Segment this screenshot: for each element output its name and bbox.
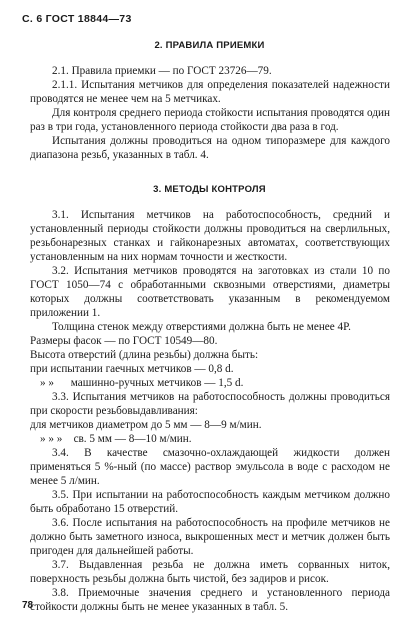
para-2-1: 2.1. Правила приемки — по ГОСТ 23726—79. xyxy=(52,65,272,77)
para-2-1-1: 2.1.1. Испытания метчиков для определения показателей надежности проводятся не менее чем на 5 метчиках. xyxy=(30,79,390,105)
para-3-5: 3.5. При испытании на работоспособность каждым метчиком должно быть обработано 15 отверстий. xyxy=(30,489,390,515)
section-2-title: 2. ПРАВИЛА ПРИЕМКИ xyxy=(154,40,265,51)
ditto-marks: » » » xyxy=(40,433,63,445)
para-3-3-small: для метчиков диаметром до 5 мм — 8—9 м/мин. xyxy=(30,419,262,431)
para-3-4: 3.4. В качестве смазочно-охлаждающей жидкости должен применяться 5 %-ный (по массе) раствор эмульсола в воде с расходом не менее 5 л/мин. xyxy=(30,447,390,487)
para-2-testing: Испытания должны проводиться на одном типоразмере для каждого диапазона резьб, указанных в табл. 4. xyxy=(30,135,390,161)
para-3-3: 3.3. Испытания метчиков на работоспособность должны проводиться при скорости резьбовыдавливания: xyxy=(30,391,390,417)
para-3-3-large xyxy=(30,432,390,446)
ditto-marks: » » xyxy=(40,377,54,389)
section-3-title: 3. МЕТОДЫ КОНТРОЛЯ xyxy=(153,184,266,195)
para-3-8: 3.8. Приемочные значения среднего и установленного периода стойкости должны быть не менее указанных в табл. 5. xyxy=(30,587,390,613)
para-3-2-wall: Толщина стенок между отверстиями должна быть не менее 4P. xyxy=(52,321,351,333)
para-3-2-machine xyxy=(30,376,390,390)
para-2-control: Для контроля среднего периода стойкости испытания проводятся один раз в три года, установленного периода стойкости два раза в год. xyxy=(30,107,390,133)
section-2-body xyxy=(30,64,390,162)
para-3-2-nut: при испытании гаечных метчиков — 0,8 d. xyxy=(30,363,234,375)
para-3-2: 3.2. Испытания метчиков проводятся на заготовках из стали 10 по ГОСТ 1050—74 с обработанными сквозными отверстиями, диаметры которых должны соответствовать указанным в рекомендуемом приложении 1. xyxy=(30,265,390,319)
para-3-3-large-text: св. 5 мм — 8—10 м/мин. xyxy=(73,433,192,445)
page-number: 78 xyxy=(22,600,34,611)
para-3-2-machine-text: машинно-ручных метчиков — 1,5 d. xyxy=(70,377,244,389)
section-3-body xyxy=(30,208,390,614)
para-3-1: 3.1. Испытания метчиков на работоспособность, средний и установленный периоды стойкости должны проводиться на сверлильных, резьбонарезных станках и гайконарезных автоматах, соответствующих установленным на них нормам точности и жесткости. xyxy=(30,209,390,263)
running-header: С. 6 ГОСТ 18844—73 xyxy=(22,13,132,25)
para-3-7: 3.7. Выдавленная резьба не должна иметь сорванных ниток, поверхность резьбы должна быть чистой, без задиров и рисок. xyxy=(30,559,390,585)
para-3-2-height: Высота отверстий (длина резьбы) должна быть: xyxy=(30,349,259,361)
para-3-6: 3.6. После испытания на работоспособность на профиле метчиков не должно быть заметного износа, выкрошенных мест и метчик должен быть пригоден для дальнейшей работы. xyxy=(30,517,390,557)
para-3-2-chamfer: Размеры фасок — по ГОСТ 10549—80. xyxy=(30,335,218,347)
